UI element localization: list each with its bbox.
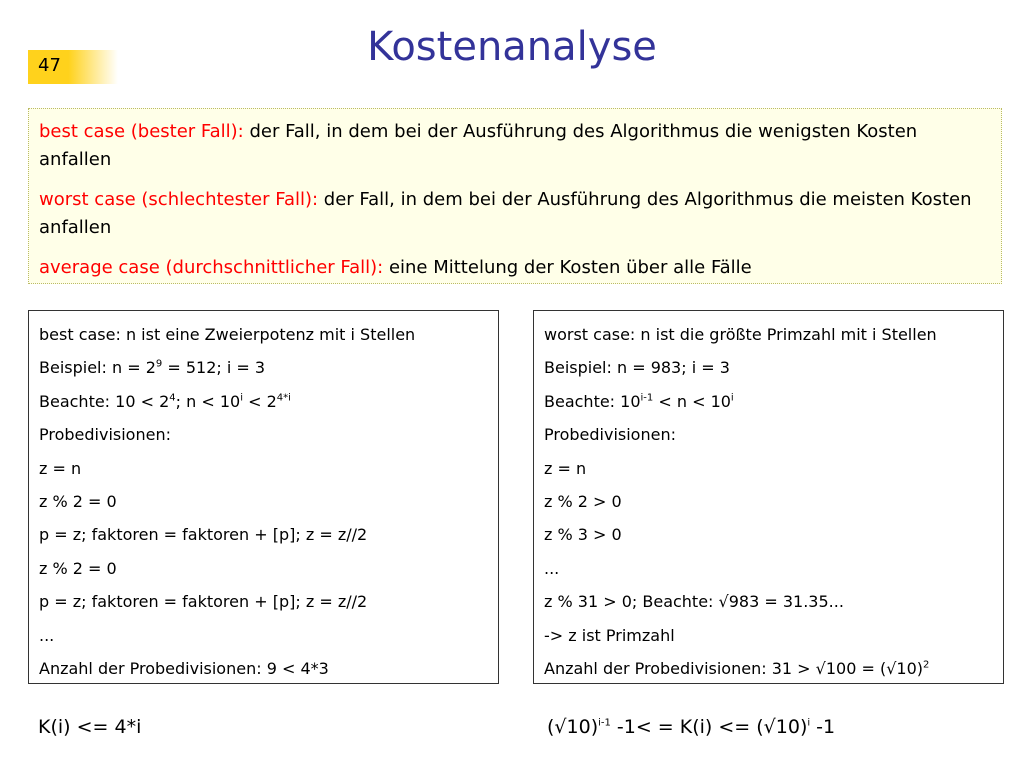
definition-text: der Fall, in dem bei der Ausführung des Algorithmus die meisten Kosten anfallen	[39, 189, 972, 238]
panel-line: z % 2 = 0	[39, 491, 117, 511]
formula-best-case: K(i) <= 4*i	[38, 716, 142, 738]
formula-worst-case: $(√10)^{i-1}$ $-1< = K(i) <= (√10)^i$ -1	[547, 716, 836, 738]
panel-line: Anzahl der Probedivisionen: $31 > √100 = (√10)^2$	[544, 658, 930, 678]
panel-line: ...	[39, 625, 55, 645]
panel-line: z % 31 > 0; Beachte: √983 = 31.35...	[544, 592, 844, 612]
definition-text: der Fall, in dem bei der Ausführung des Algorithmus die wenigsten Kosten anfallen	[39, 121, 918, 170]
best-case-panel	[28, 310, 499, 684]
panel-line: worst case: n ist die größte Primzahl mit i Stellen	[544, 325, 937, 344]
panel-line: z % 2 = 0	[39, 558, 117, 578]
panel-line: Beispiel: $n = 2^9 = 512$; i = 3	[39, 358, 266, 378]
panel-line: z = n	[544, 458, 587, 478]
panel-line: Beachte: $10 < 2^4$; $n < 10^i < 2^{4*i}$	[39, 391, 291, 411]
definitions-box	[28, 108, 1002, 284]
definition-worst-case	[39, 186, 991, 242]
page-number: 47	[38, 55, 61, 76]
panel-line: Beispiel: n = 983; i = 3	[544, 358, 730, 378]
panel-line: z % 2 > 0	[544, 491, 622, 511]
definition-best-case	[39, 118, 991, 174]
panel-line: z = n	[39, 458, 82, 478]
panel-line: best case: n ist eine Zweierpotenz mit i Stellen	[39, 325, 416, 344]
definition-term: best case (bester Fall):	[39, 121, 244, 142]
definition-average-case	[39, 254, 991, 282]
definition-text: eine Mittelung der Kosten über alle Fälle	[383, 257, 752, 278]
panel-line: p = z; faktoren = faktoren + [p]; z = z//2	[39, 525, 368, 545]
worst-case-panel	[533, 310, 1004, 684]
panel-line: Beachte: $10^{i-1} < n < 10^i$	[544, 391, 734, 411]
panel-line: Anzahl der Probedivisionen: 9 < 4*3	[39, 658, 329, 678]
panel-line: ...	[544, 558, 560, 578]
panel-line: p = z; faktoren = faktoren + [p]; z = z//2	[39, 592, 368, 612]
panel-line: -> z ist Primzahl	[544, 625, 675, 645]
panel-line: Probedivisionen:	[544, 425, 676, 445]
definition-term: average case (durchschnittlicher Fall):	[39, 257, 384, 278]
slide-title: Kostenanalyse	[367, 24, 657, 70]
definition-term: worst case (schlechtester Fall):	[39, 189, 319, 210]
panel-line: z % 3 > 0	[544, 525, 622, 545]
panel-line: Probedivisionen:	[39, 425, 171, 445]
